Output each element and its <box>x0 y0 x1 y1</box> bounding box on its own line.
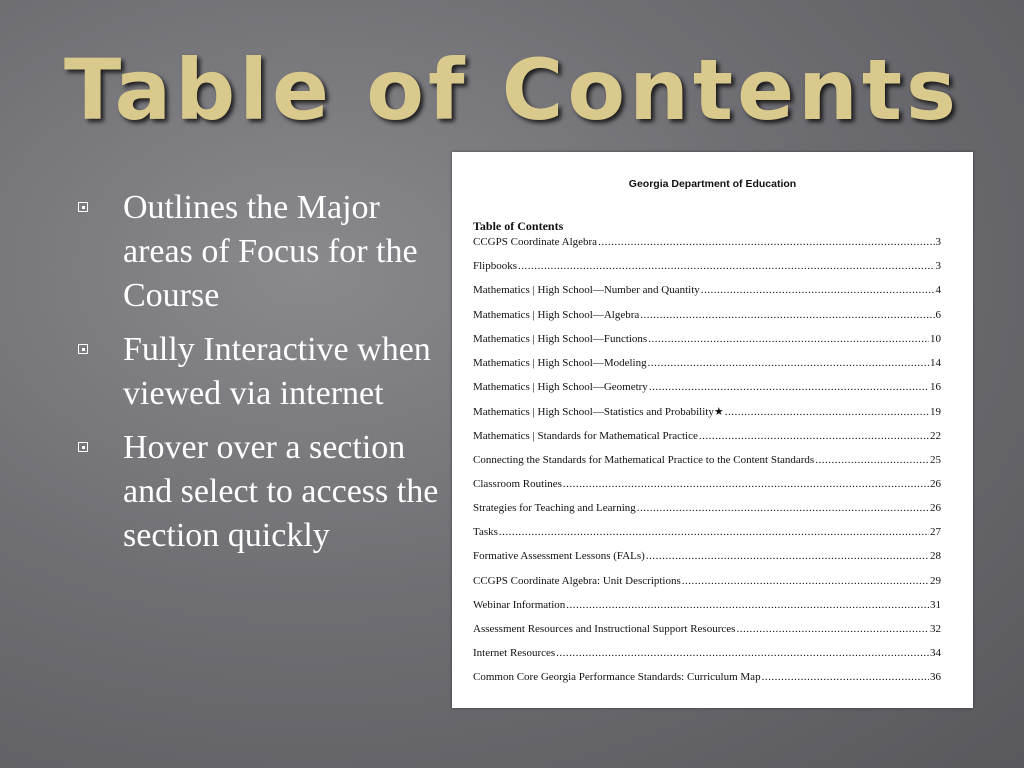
toc-leader-dots <box>725 406 929 418</box>
bullet-text: Fully Interactive when viewed via internet <box>123 331 431 412</box>
toc-entry-title: Flipbooks <box>473 260 518 273</box>
document-image <box>452 152 973 708</box>
toc-entry-title: Tasks <box>473 526 498 539</box>
toc-entry-page: 6 <box>935 308 941 321</box>
slide-title: Table of Contents <box>63 41 961 139</box>
toc-entry-page: 3 <box>935 236 941 248</box>
toc-entry-title: Mathematics | High School—Number and Quantity <box>473 284 700 297</box>
square-bullet-icon <box>78 344 88 354</box>
toc-entry[interactable] <box>473 333 941 357</box>
toc-entry[interactable] <box>473 526 941 550</box>
toc-entry-page: 16 <box>930 381 941 394</box>
toc-entry[interactable] <box>473 236 941 260</box>
toc-leader-dots <box>701 284 935 296</box>
toc-entry[interactable] <box>473 575 941 599</box>
toc-entry[interactable] <box>473 623 941 647</box>
toc-entry[interactable] <box>473 405 941 429</box>
toc-entry-page: 19 <box>930 406 941 419</box>
toc-entry[interactable] <box>473 671 941 695</box>
toc-entry-page: 34 <box>930 647 941 660</box>
toc-entry-title: Common Core Georgia Performance Standards: Curriculum Map <box>473 671 761 684</box>
bullet-text: Hover over a section and select to access the section quickly <box>123 429 439 554</box>
toc-leader-dots <box>518 260 934 272</box>
toc-entry-title: Connecting the Standards for Mathematical Practice to the Content Standards <box>473 453 815 466</box>
toc-entry[interactable] <box>473 647 941 671</box>
toc-entry-title: Mathematics | Standards for Mathematical Practice <box>473 429 698 442</box>
toc-entry-title: Formative Assessment Lessons (FALs) <box>473 550 645 563</box>
toc-entry[interactable] <box>473 430 941 454</box>
toc-leader-dots <box>637 502 929 514</box>
toc-leader-dots <box>598 236 934 248</box>
toc-entry-page: 14 <box>930 356 941 369</box>
bullet-text: Outlines the Major areas of Focus for the Course <box>123 189 418 314</box>
toc-entry-title: Mathematics | High School—Functions <box>473 332 648 345</box>
toc-leader-dots <box>499 526 929 538</box>
square-bullet-icon <box>78 442 88 452</box>
bullet-item <box>78 426 448 558</box>
toc-leader-dots <box>699 430 929 442</box>
toc-entry-page: 4 <box>935 284 941 297</box>
toc-leader-dots <box>563 478 929 490</box>
toc-entry-page: 32 <box>930 623 941 635</box>
toc-leader-dots <box>762 671 929 683</box>
toc-entry-title: CCGPS Coordinate Algebra: Unit Descriptions <box>473 574 681 587</box>
toc-entry[interactable] <box>473 502 941 526</box>
toc-entry-title: Strategies for Teaching and Learning <box>473 502 636 515</box>
toc-entry-title: Webinar Information <box>473 598 566 611</box>
toc-entry[interactable] <box>473 478 941 502</box>
toc-entry-title: Mathematics | High School—Modeling <box>473 356 647 369</box>
toc-leader-dots <box>815 454 929 466</box>
toc-entry-title: Mathematics | High School—Algebra <box>473 308 640 321</box>
toc-entry-page: 26 <box>930 502 941 515</box>
toc-entry-page: 25 <box>930 453 941 466</box>
bullet-item <box>78 328 448 416</box>
square-bullet-icon <box>78 202 88 212</box>
toc-entry-title: Internet Resources <box>473 647 556 660</box>
toc-entry-page: 31 <box>930 598 941 611</box>
toc-entry-page: 28 <box>930 550 941 563</box>
toc-entry-page: 22 <box>930 429 941 442</box>
toc-entry[interactable] <box>473 550 941 574</box>
toc-leader-dots <box>736 623 929 635</box>
toc-title: Table of Contents <box>473 219 564 233</box>
toc-entry-title: Classroom Routines <box>473 477 562 490</box>
bullet-list <box>78 186 448 568</box>
toc-entry-page: 26 <box>930 477 941 490</box>
toc-list <box>473 236 941 696</box>
toc-entry-title: Mathematics | High School—Geometry <box>473 381 648 394</box>
toc-entry[interactable] <box>473 381 941 405</box>
toc-leader-dots <box>556 647 929 659</box>
toc-entry[interactable] <box>473 357 941 381</box>
toc-entry-page: 36 <box>930 671 941 684</box>
toc-leader-dots <box>646 550 929 562</box>
toc-entry-page: 3 <box>935 260 941 273</box>
toc-leader-dots <box>648 357 929 369</box>
toc-leader-dots <box>648 333 929 345</box>
toc-leader-dots <box>640 309 934 321</box>
toc-leader-dots <box>649 381 929 393</box>
document-header: Georgia Department of Education <box>628 178 797 190</box>
toc-entry[interactable] <box>473 260 941 284</box>
toc-entry[interactable] <box>473 284 941 308</box>
toc-entry-page: 29 <box>930 574 941 587</box>
bullet-item <box>78 186 448 318</box>
toc-entry-page: 10 <box>930 332 941 345</box>
toc-entry-page: 27 <box>930 526 941 539</box>
toc-entry[interactable] <box>473 454 941 478</box>
toc-entry-title: Mathematics | High School—Statistics and Probability★ <box>473 406 724 419</box>
toc-entry[interactable] <box>473 309 941 333</box>
toc-entry-title: Assessment Resources and Instructional Support Resources <box>473 623 736 635</box>
toc-entry-title: CCGPS Coordinate Algebra <box>473 236 598 248</box>
toc-entry[interactable] <box>473 599 941 623</box>
toc-leader-dots <box>566 599 929 611</box>
toc-leader-dots <box>682 575 929 587</box>
